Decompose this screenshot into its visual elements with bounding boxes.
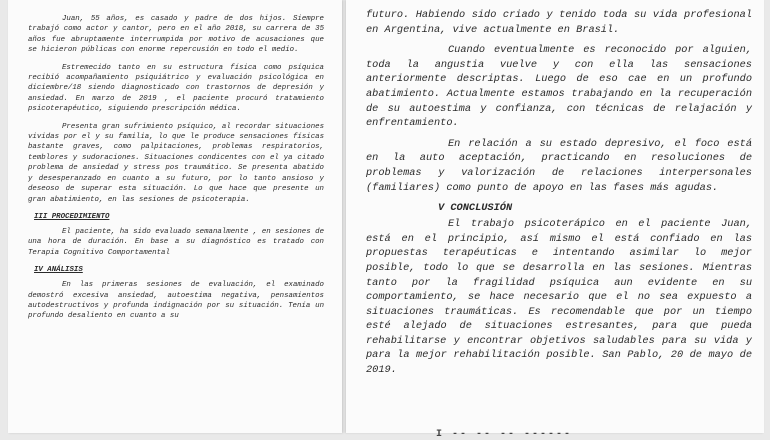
conclusion-heading: V CONCLUSIÓN	[438, 202, 513, 215]
left-document-page	[8, 0, 342, 433]
cut-off-text-line: I -- -- -- ------	[436, 429, 573, 440]
procedure-paragraph: El paciente, ha sido evaluado semanalmente , en sesiones de una hora de duración. En base a su diagnóstico es tratado con Terapia Cognitivo Comportamental	[28, 227, 324, 257]
future-paragraph: futuro. Habiendo sido criado y tenido toda su vida profesional en Argentina, vive actualmente en Brasil.	[366, 9, 752, 36]
procedure-heading: III PROCEDIMIENTO	[34, 212, 110, 221]
right-document-page	[346, 0, 764, 440]
depression-paragraph: En relación a su estado depresivo, el foco está en la auto aceptación, practicando en resoluciones de problemas y valorización de relaciones interpersonales (familiares) como punto de apoyo en las fases más agudas.	[366, 137, 752, 194]
analysis-heading: IV ANÁLISIS	[34, 266, 83, 275]
analysis-paragraph: En las primeras sesiones de evaluación, el examinado demostró excesiva ansiedad, autoestima negativa, pensamientos autodestructivos y profunda indignación por su situación. Tenía un profundo desaliento en cuanto a su	[28, 281, 324, 321]
diagnosis-paragraph: Estremecido tanto en su estructura física como psíquica recibió acompañamiento psiquiátrico y evaluación psicológica en diciembre/18 siendo diagnosticado con trastornos de depresión y ansiedad. En marzo de 2019 , el paciente procuró tratamiento psicoterapéutico, siguiendo prescripción médica.	[28, 63, 324, 114]
intro-paragraph: Juan, 55 años, es casado y padre de dos hijos. Siempre trabajó como actor y cantor, pero en el año 2018, su carrera de 35 años fue abruptamente interrumpida por motivo de acusaciones que se hicieron públicas con enorme repercusión en todo el medio.	[28, 15, 324, 55]
conclusion-paragraph: El trabajo psicoterápico en el paciente Juan, está en el principio, así mismo el está confiado en las propuestas terapéuticas e intentando asimilar lo mejor posible, todo lo que se desarrolla en las sesiones. Mientras tanto por la fragilidad psíquica aun evidente en su comportamiento, se hace necesario que el no sea expuesto a situaciones traumáticas. Es recomendable que por un tiempo esté alejado de situaciones estresantes, para que pueda rehabilitarse y encontrar objetivos saludables para su vida y para la mejor rehabilitación posible. San Pablo, 20 de mayo de 2019.	[366, 218, 752, 377]
recognition-paragraph: Cuando eventualmente es reconocido por alguien, toda la angustia vuelve y con ella las sensaciones anteriormente descriptas. Luego de eso cae en un profundo abatimiento. Actualmente estamos trabajando en la recuperación de su autoestima y confianza, con técnicas de relajación y enfrentamiento.	[366, 44, 752, 130]
symptoms-paragraph: Presenta gran sufrimiento psíquico, al recordar situaciones vividas por el y su familia, lo que le produce sensaciones físicas bastante graves, como palpitaciones, problemas respiratorios, temblores y sudoraciones. Situaciones condicentes con el ya citado problema de ansiedad y stress pos traumático. Se presenta abatido y desesperanzado en cuanto a su futuro, por lo tanto ansioso y deseoso de superar esta situación. Lo que hace que presente un gran abatimiento, en las sesiones de psicoterapia.	[28, 122, 324, 204]
